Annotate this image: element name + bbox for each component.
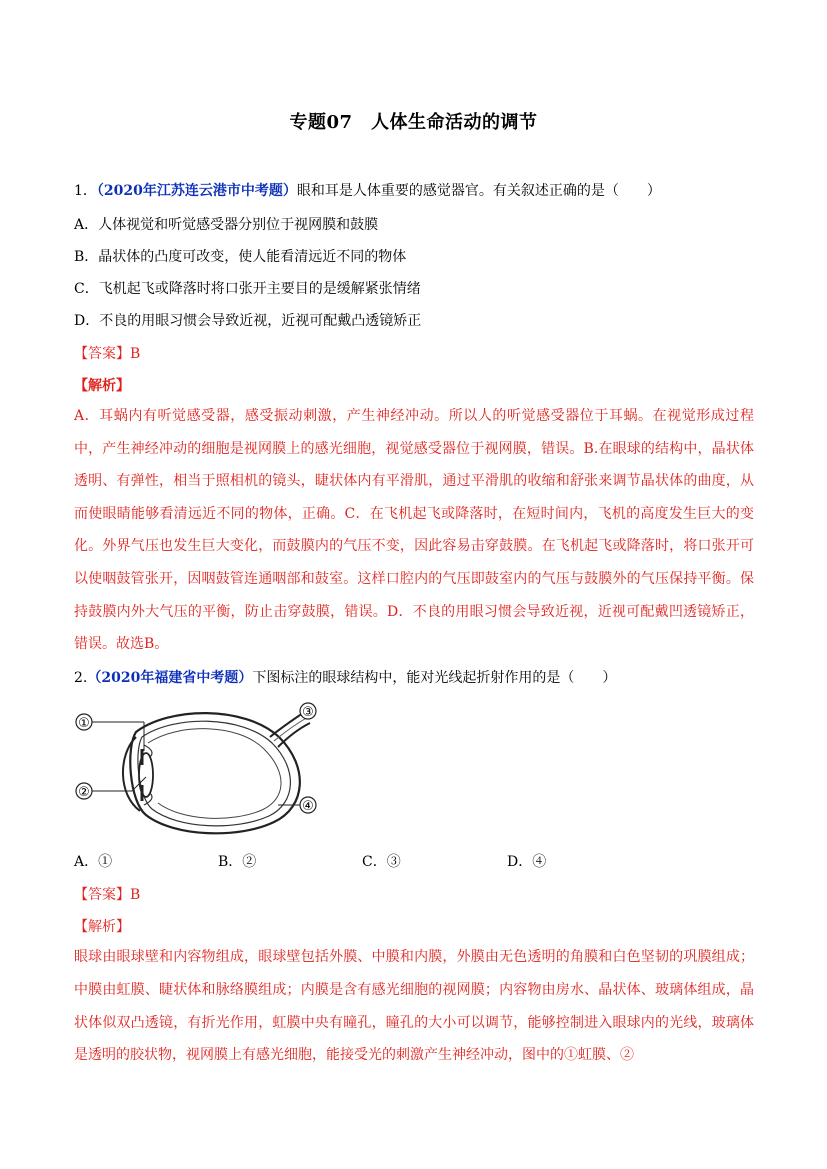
answer-label: 【答案】 — [74, 346, 130, 362]
question-1-option-d: D．不良的用眼习惯会导致近视，近视可配戴凸透镜矫正 — [74, 313, 422, 329]
question-2-source: （2020年福建省中考题） — [87, 670, 253, 686]
ciliary-upper — [144, 745, 152, 757]
question-1-stem — [74, 181, 754, 202]
question-1-answer — [74, 344, 754, 365]
choroid-outline — [138, 721, 290, 826]
question-2-text: 下图标注的眼球结构中，能对光线起折射作用的是（ ） — [252, 670, 617, 686]
question-1-source: （2020年江苏连云港市中考题） — [96, 183, 297, 199]
question-1-analysis-label: 【解析】 — [74, 378, 130, 394]
question-2-option-a: A．① — [74, 854, 113, 870]
label-1: ① — [78, 716, 90, 731]
lens-shape — [139, 753, 153, 797]
question-2-analysis-label: 【解析】 — [74, 919, 130, 935]
page-title: 专题07 人体生命活动的调节 — [289, 112, 538, 133]
question-2-option-d: D．④ — [507, 854, 547, 870]
question-1-analysis: A．耳蜗内有听觉感受器，感受振动刺激，产生神经冲动。所以人的听觉感受器位于耳蜗。在视觉形成过程中，产生神经冲动的细胞是视网膜上的感光细胞，视觉感受器位于视网膜，错误。B.在眼球的结构中，晶状体透明、有弹性，相当于照相机的镜头，睫状体内有平滑肌，通过平滑肌的收缩和舒张来调节晶状体的曲度，从而使眼睛能够看清远近不同的物体，正确。C．在飞机起飞或降落时，在短时间内，飞机的高度发生巨大的变化。外界气压也发生巨大变化，而鼓膜内的气压不变，因此容易击穿鼓膜。在飞机起飞或降落时，将口张开可以使咽鼓管张开，因咽鼓管连通咽部和鼓室。这样口腔内的气压即鼓室内的气压与鼓膜外的气压保持平衡。保持鼓膜内外大气压的平衡，防止击穿鼓膜，错误。D．不良的用眼习惯会导致近视，近视可配戴凹透镜矫正，错误。故选B。 — [74, 408, 754, 653]
sclera-outline — [130, 713, 300, 833]
question-1-option-b: B．晶状体的凸度可改变，使人能看清远近不同的物体 — [74, 249, 407, 265]
answer-label: 【答案】 — [74, 887, 130, 903]
question-2-answer — [74, 885, 754, 906]
label-2: ② — [78, 785, 90, 800]
eyeball-diagram — [74, 697, 324, 837]
label-3: ③ — [302, 705, 314, 720]
question-1-text: 眼和耳是人体重要的感觉器官。有关叙述正确的是（ ） — [296, 183, 661, 199]
label-4: ④ — [302, 799, 314, 814]
question-2-option-b: B．② — [218, 854, 257, 870]
answer-value: B — [130, 346, 141, 362]
question-1-option-a: A．人体视觉和听觉感受器分别位于视网膜和鼓膜 — [74, 217, 379, 233]
question-1-number: 1． — [74, 183, 97, 199]
answer-value: B — [130, 887, 141, 903]
question-2-analysis: 眼球由眼球壁和内容物组成，眼球壁包括外膜、中膜和内膜，外膜由无色透明的角膜和白色坚韧的巩膜组成；中膜由虹膜、睫状体和脉络膜组成；内膜是含有感光细胞的视网膜；内容物由房水、晶状体、玻璃体组成，晶状体似双凸透镜，有折光作用，虹膜中央有瞳孔，瞳孔的大小可以调节，能够控制进入眼球内的光线，玻璃体是透明的胶状物，视网膜上有感光细胞，能接受光的刺激产生神经冲动，图中的①虹膜、② — [74, 949, 754, 1064]
question-2-stem — [74, 668, 754, 689]
question-2-option-c: C．③ — [362, 854, 401, 870]
question-2-number: 2. — [74, 670, 88, 686]
question-1-option-c: C．飞机起飞或降落时将口张开主要目的是缓解紧张情绪 — [74, 281, 421, 297]
retina-outline — [148, 729, 281, 819]
